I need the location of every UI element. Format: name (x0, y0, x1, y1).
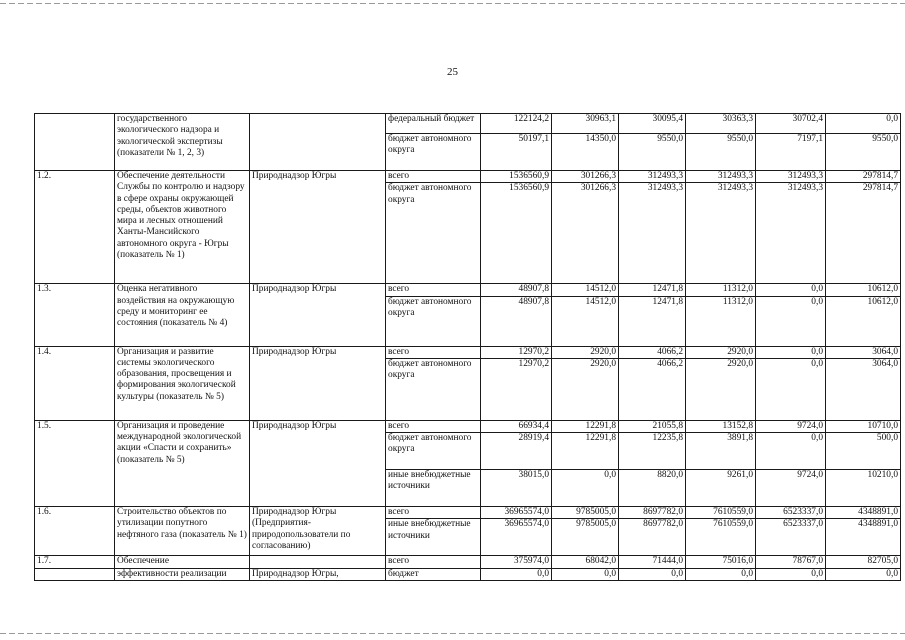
row-executor: Природнадзор Югры (250, 346, 386, 420)
row-code: 1.6. (35, 507, 115, 556)
value-cell: 0,0 (481, 568, 552, 580)
value-cell: 0,0 (756, 433, 826, 470)
value-cell: 7197,1 (756, 134, 826, 171)
funding-source: бюджет автономного округа (386, 358, 481, 420)
value-cell: 3064,0 (826, 346, 901, 358)
value-cell: 0,0 (756, 358, 826, 420)
value-cell: 12970,2 (481, 346, 552, 358)
row-executor: Природнадзор Югры (250, 171, 386, 284)
value-cell: 50197,1 (481, 134, 552, 171)
top-scan-line (0, 3, 905, 4)
value-cell: 2920,0 (552, 346, 619, 358)
value-cell: 9550,0 (686, 134, 756, 171)
table-row (35, 114, 901, 134)
value-cell: 0,0 (826, 568, 901, 580)
value-cell: 10710,0 (826, 420, 901, 432)
value-cell: 12235,8 (619, 433, 686, 470)
row-code: 1.3. (35, 284, 115, 346)
value-cell: 9724,0 (756, 470, 826, 507)
value-cell: 10612,0 (826, 284, 901, 296)
value-cell: 4348891,0 (826, 507, 901, 519)
value-cell: 2920,0 (552, 358, 619, 420)
value-cell: 14512,0 (552, 284, 619, 296)
value-cell: 312493,3 (756, 171, 826, 183)
value-cell: 21055,8 (619, 420, 686, 432)
table-row (35, 346, 901, 358)
value-cell: 9724,0 (756, 420, 826, 432)
value-cell: 1536560,9 (481, 171, 552, 183)
value-cell: 301266,3 (552, 183, 619, 284)
row-code: 1.2. (35, 171, 115, 284)
value-cell: 12291,8 (552, 433, 619, 470)
value-cell: 0,0 (619, 568, 686, 580)
value-cell: 2920,0 (686, 358, 756, 420)
value-cell: 0,0 (552, 568, 619, 580)
value-cell: 36965574,0 (481, 519, 552, 556)
value-cell: 4066,2 (619, 346, 686, 358)
value-cell: 30363,3 (686, 114, 756, 134)
value-cell: 82705,0 (826, 556, 901, 568)
row-code: 1.4. (35, 346, 115, 420)
value-cell: 9550,0 (826, 134, 901, 171)
value-cell: 30702,4 (756, 114, 826, 134)
row-measure-continued: эффективности реализации (115, 568, 250, 580)
value-cell: 0,0 (756, 346, 826, 358)
value-cell: 11312,0 (686, 296, 756, 346)
row-measure: Организация и развитие системы экологического образования, просвещения и формирования экологической культуры (показатель № 5) (115, 346, 250, 420)
program-table (34, 113, 901, 581)
value-cell: 4066,2 (619, 358, 686, 420)
row-measure: Обеспечение (115, 556, 250, 568)
table-row (35, 556, 901, 568)
row-executor (250, 114, 386, 171)
row-executor-continued: Природнадзор Югры, (250, 568, 386, 580)
value-cell: 48907,8 (481, 284, 552, 296)
row-measure: государственного экологического надзора и экологической экспертизы (показатели № 1, 2, 3) (115, 114, 250, 171)
table-row (35, 171, 901, 183)
row-code (35, 114, 115, 171)
value-cell: 38015,0 (481, 470, 552, 507)
value-cell: 68042,0 (552, 556, 619, 568)
funding-source: иные внебюджетные источники (386, 519, 481, 556)
value-cell: 9785005,0 (552, 507, 619, 519)
row-measure: Строительство объектов по утилизации попутного нефтяного газа (показатель № 1) (115, 507, 250, 556)
value-cell: 312493,3 (619, 171, 686, 183)
value-cell: 28919,4 (481, 433, 552, 470)
value-cell: 12471,8 (619, 296, 686, 346)
value-cell: 297814,7 (826, 183, 901, 284)
value-cell: 312493,3 (619, 183, 686, 284)
row-measure: Обеспечение деятельности Службы по контролю и надзору в сфере охраны окружающей среды, объектов животного мира и лесных отношений Ханты-Мансийского автономного округа - Югры (показатель № 1) (115, 171, 250, 284)
value-cell: 12291,8 (552, 420, 619, 432)
table-row (35, 507, 901, 519)
value-cell: 1536560,9 (481, 183, 552, 284)
row-executor: Природнадзор Югры (Предприятия-природопользователи по согласованию) (250, 507, 386, 556)
value-cell: 75016,0 (686, 556, 756, 568)
value-cell: 14350,0 (552, 134, 619, 171)
funding-source: всего (386, 420, 481, 432)
row-code: 1.5. (35, 420, 115, 506)
value-cell: 71444,0 (619, 556, 686, 568)
funding-source: всего (386, 171, 481, 183)
value-cell: 297814,7 (826, 171, 901, 183)
value-cell: 7610559,0 (686, 507, 756, 519)
value-cell: 0,0 (686, 568, 756, 580)
value-cell: 78767,0 (756, 556, 826, 568)
value-cell: 375974,0 (481, 556, 552, 568)
value-cell: 2920,0 (686, 346, 756, 358)
value-cell: 11312,0 (686, 284, 756, 296)
funding-source: всего (386, 556, 481, 568)
funding-source: иные внебюджетные источники (386, 470, 481, 507)
value-cell: 8697782,0 (619, 507, 686, 519)
table-row (35, 420, 901, 432)
value-cell: 30095,4 (619, 114, 686, 134)
value-cell: 3064,0 (826, 358, 901, 420)
page-number: 25 (447, 66, 458, 78)
value-cell: 8697782,0 (619, 519, 686, 556)
value-cell: 4348891,0 (826, 519, 901, 556)
funding-source: бюджет автономного округа (386, 183, 481, 284)
value-cell: 0,0 (756, 296, 826, 346)
funding-source: бюджет автономного округа (386, 296, 481, 346)
value-cell: 30963,1 (552, 114, 619, 134)
funding-source: всего (386, 507, 481, 519)
value-cell: 12471,8 (619, 284, 686, 296)
table-row (35, 284, 901, 296)
value-cell: 36965574,0 (481, 507, 552, 519)
value-cell: 0,0 (756, 284, 826, 296)
funding-source: бюджет автономного округа (386, 433, 481, 470)
value-cell: 312493,3 (756, 183, 826, 284)
value-cell: 10210,0 (826, 470, 901, 507)
value-cell: 500,0 (826, 433, 901, 470)
funding-source: всего (386, 346, 481, 358)
value-cell: 12970,2 (481, 358, 552, 420)
value-cell: 48907,8 (481, 296, 552, 346)
row-measure: Оценка негативного воздействия на окружающую среду и мониторинг ее состояния (показатель № 4) (115, 284, 250, 346)
value-cell: 7610559,0 (686, 519, 756, 556)
value-cell: 14512,0 (552, 296, 619, 346)
value-cell: 0,0 (552, 470, 619, 507)
value-cell: 9550,0 (619, 134, 686, 171)
row-executor: Природнадзор Югры (250, 284, 386, 346)
funding-source: федеральный бюджет (386, 114, 481, 134)
value-cell: 312493,3 (686, 171, 756, 183)
row-code-continued (35, 568, 115, 580)
row-executor (250, 556, 386, 568)
value-cell: 66934,4 (481, 420, 552, 432)
value-cell: 3891,8 (686, 433, 756, 470)
value-cell: 122124,2 (481, 114, 552, 134)
row-code: 1.7. (35, 556, 115, 568)
bottom-scan-line (0, 633, 905, 634)
funding-source: бюджет автономного округа (386, 134, 481, 171)
value-cell: 6523337,0 (756, 507, 826, 519)
value-cell: 9261,0 (686, 470, 756, 507)
value-cell: 312493,3 (686, 183, 756, 284)
funding-source: бюджет (386, 568, 481, 580)
value-cell: 9785005,0 (552, 519, 619, 556)
value-cell: 0,0 (826, 114, 901, 134)
value-cell: 8820,0 (619, 470, 686, 507)
value-cell: 301266,3 (552, 171, 619, 183)
table-row (35, 568, 901, 580)
value-cell: 0,0 (756, 568, 826, 580)
value-cell: 13152,8 (686, 420, 756, 432)
row-measure: Организация и проведение международной экологической акции «Спасти и сохранить» (показатель № 5) (115, 420, 250, 506)
value-cell: 10612,0 (826, 296, 901, 346)
funding-source: всего (386, 284, 481, 296)
value-cell: 6523337,0 (756, 519, 826, 556)
row-executor: Природнадзор Югры (250, 420, 386, 506)
